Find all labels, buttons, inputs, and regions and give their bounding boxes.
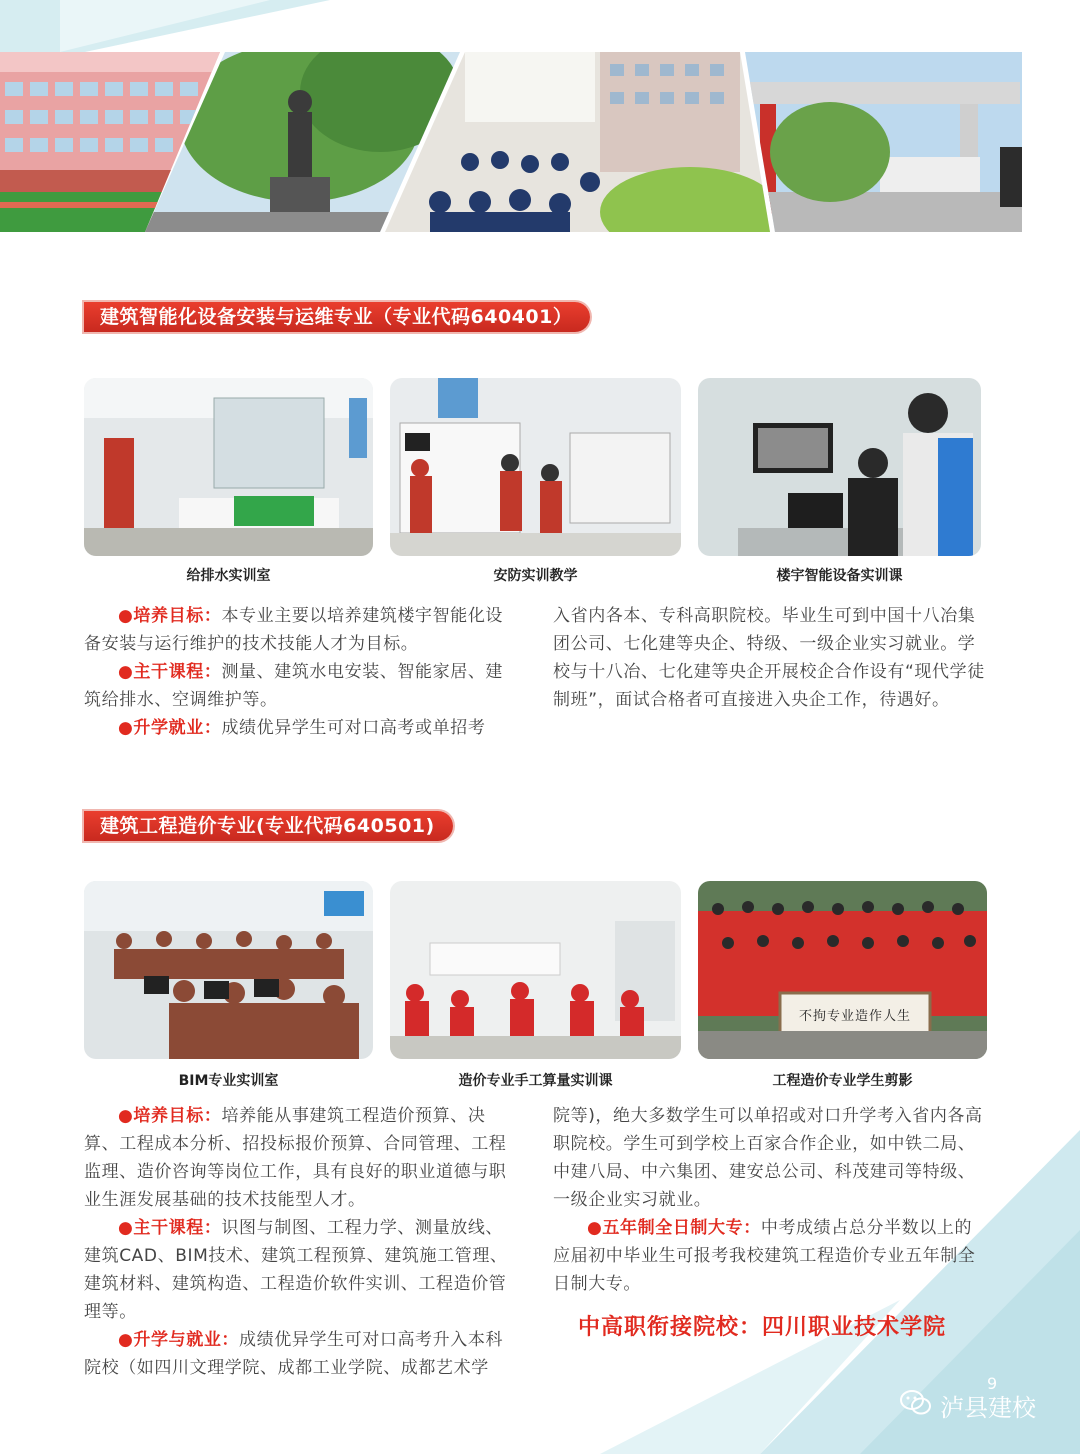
wechat-account-name: 泸县建校 xyxy=(940,1394,1036,1422)
photo-building-smart-device xyxy=(698,378,981,556)
bullet-core-courses-2: ●主干课程：识图与制图、工程力学、测量放线、建筑CAD、BIM技术、建筑工程预算、建筑施工管理、建筑材料、建筑构造、工程造价软件实训、工程造价管理等。 xyxy=(84,1218,508,1322)
bullet-five-year: ●五年制全日制大专：中考成绩占总分半数以上的应届初中毕业生可报考我校建筑工程造价专业五年制全日制大专。 xyxy=(553,1218,976,1294)
caption-building-smart-device: 楼宇智能设备实训课 xyxy=(776,568,903,584)
section1-left-column xyxy=(84,602,520,742)
page-number: 9 xyxy=(987,1374,998,1393)
photo-students-group xyxy=(698,881,987,1059)
photo-water-supply-lab xyxy=(84,378,373,556)
section1-right-column xyxy=(553,602,989,714)
bullet-training-goal: ●培养目标：本专业主要以培养建筑楼宇智能化设备安装与运行维护的技术技能人才为目标。 xyxy=(84,606,504,654)
photo-manual-quantity xyxy=(390,881,681,1059)
bullet-further-study: ●升学与就业：成绩优异学生可对口高考升入本科院校（如四川文理学院、成都工业学院、成都艺术学 xyxy=(84,1330,504,1378)
calligraphy-banner: 不拘专业造作人生 xyxy=(798,1009,911,1024)
wechat-account[interactable] xyxy=(900,1388,1036,1423)
caption-water-supply-lab: 给排水实训室 xyxy=(186,568,271,584)
section-title-construction-cost: 建筑工程造价专业(专业代码640501) xyxy=(84,811,453,841)
bullet-core-courses: ●主干课程：测量、建筑水电安装、智能家居、建筑给排水、空调维护等。 xyxy=(84,662,504,710)
caption-manual-quantity: 造价专业手工算量实训课 xyxy=(458,1073,613,1089)
partner-college: 中高职衔接院校：四川职业技术学院 xyxy=(578,1315,947,1340)
bullet-training-goal-2: ●培养目标：培养能从事建筑工程造价预算、决算、工程成本分析、招投标报价预算、合同管理、工程监理、造价咨询等岗位工作，具有良好的职业道德与职业生涯发展基础的技术技能型人才。 xyxy=(84,1106,507,1210)
section-title-intelligent-building: 建筑智能化设备安装与运维专业（专业代码640401） xyxy=(84,302,590,332)
caption-security-training: 安防实训教学 xyxy=(493,568,578,584)
caption-bim-lab: BIM专业实训室 xyxy=(178,1073,279,1089)
caption-students-group: 工程造价专业学生剪影 xyxy=(772,1073,913,1089)
further-study-continued: 院等)，绝大多数学生可以单招或对口升学考入省内各高职院校。学生可到学校上百家合作企业，如中铁二局、中建八局、中六集团、建安总公司、科茂建司等特级、一级企业实习就业。 xyxy=(553,1106,983,1210)
photo-security-training xyxy=(390,378,681,556)
banner-collage xyxy=(0,52,1022,232)
wechat-icon xyxy=(900,1389,932,1423)
section2-left-column xyxy=(84,1102,520,1382)
photo-bim-lab xyxy=(84,881,373,1059)
bullet-employment: ●升学就业：成绩优异学生可对口高考或单招考 xyxy=(118,718,486,738)
section2-right-column xyxy=(553,1102,989,1298)
employment-continued: 入省内各本、专科高职院校。毕业生可到中国十八冶集团公司、七化建等央企、特级、一级企业实习就业。学校与十八冶、七化建等央企开展校企合作设有“现代学徒制班”，面试合格者可直接进入央企工作，待遇好。 xyxy=(553,606,985,710)
